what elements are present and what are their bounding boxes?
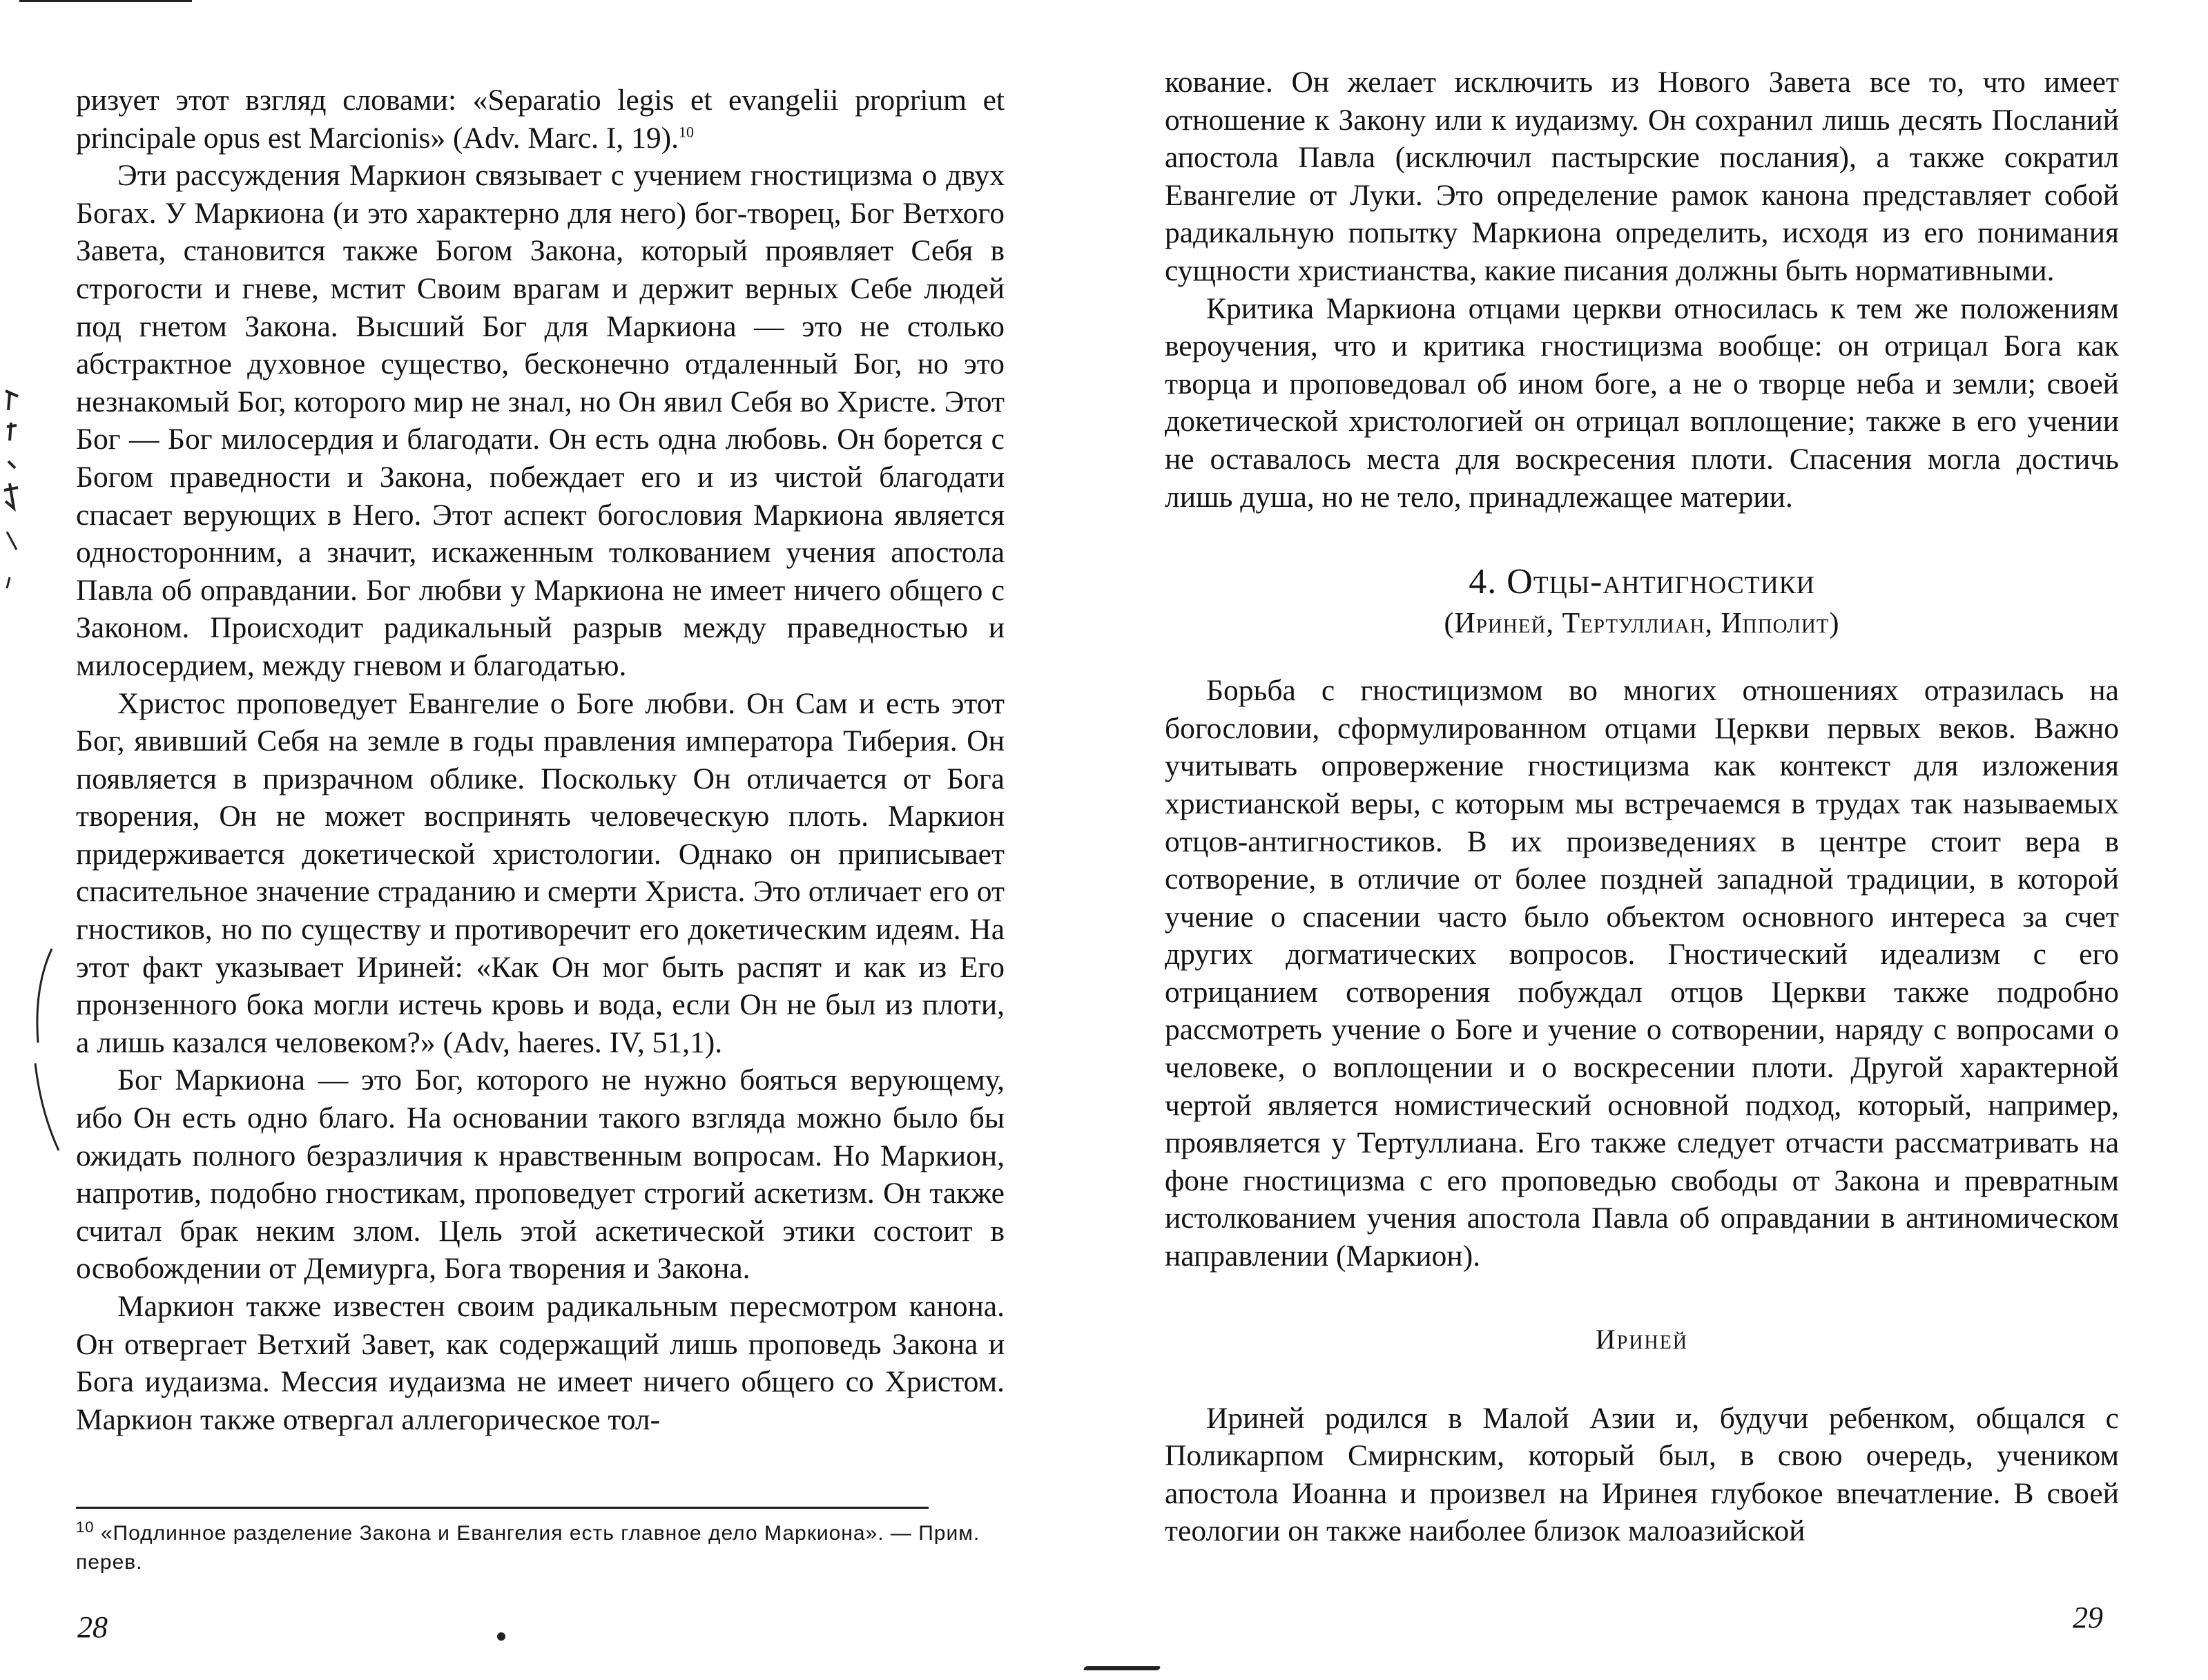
section-heading: 4. Отцы-антигностики [1469,562,1815,602]
paragraph: Борьба с гностицизмом во многих отношениях отразилась на богословии, сформулированном отцами Церкви первых веков. Важно учитывать опровержение гностицизма как контекст для изложения христианской веры, с которым мы встречаемся в трудах так называемых отцов-антигностиков. В их произведениях в центре стоит вера в сотворение, в отличие от более поздней западной традиции, в которой учение о спасении часто было объектом основного интереса за счет других догматических вопросов. Гностический идеализм с его отрицанием сотворения побуждал отцов Церкви также подробно рассмотреть учение о Боге и учение о сотворении, наряду с вопросами о человеке, о воплощении и о воскресении плоти. Другой характерной чертой является номистический основной подход, который, например, проявляется у Тертуллиана. Его также следует отчасти рассматривать на фоне гностицизма с его проповедью свободы от Закона и превратным истолкованием учения апостола Павла об оправдании в антиномическом направлении (Маркион). [1165,674,2119,1273]
paragraph: Христос проповедует Евангелие о Боге любви. Он Сам и есть этот Бог, явивший Себя на земле в годы правления императора Тиберия. Он появляется в призрачном облике. Поскольку Он отличается от Бога творения, Он не может воспринять человеческую плоть. Маркион придерживается докетической христологии. Однако он приписывает спасительное значение страданию и смерти Христа. Это отличает его от гностиков, но по существу и противоречит его докетическим идеям. На этот факт указывает Ириней: «Как Он мог быть распят и как из Его пронзенного бока могли истечь кровь и вода, если Он не был из плоти, а лишь казался человеком?» (Adv, haeres. IV, 51,1). [76,686,1005,1059]
paragraph: Эти рассуждения Маркион связывает с учением гностицизма о двух Богах. У Маркиона (и это характерно для него) бог-творец, Бог Ветхого Завета, становится также Богом Закона, который проявляет Себя в строгости и гневе, мстит Своим врагам и держит верных Себе людей под гнетом Закона. Высший Бог для Маркиона — это не столько абстрактное духовное существо, бесконечно отдаленный Бог, но это незнакомый Бог, которого мир не знал, но Он явил Себя во Христе. Этот Бог — Бог милосердия и благодати. Он есть одна любовь. Он борется с Богом праведности и Закона, побеждает его и из чистой благодати спасает верующих в Него. Этот аспект богословия Маркиона является односторонним, а значит, искаженным толкованием учения апостола Павла об оправдании. Бог любви у Маркиона не имеет ничего общего с Законом. Происходит радикальный разрыв между праведностью и милосердием, между гневом и благодатью. [76,159,1005,682]
left-text-column [76,81,1005,1438]
paragraph: Критика Маркиона отцами церкви относилась к тем же положениям вероучения, что и критика гностицизма вообще: он отрицал Бога как творца и проповедовал об ином боге, а не о творце неба и земли; своей докетической христологией он отрицал воплощение; также в его учении не оставалось места для воскресения плоти. Спасения могла достичь лишь душа, но не тело, принадлежащее материи. [1165,291,2119,514]
paragraph: Бог Маркиона — это Бог, которого не нужно бояться верующему, ибо Он есть одно благо. На основании такого взгляда можно было бы ожидать полного безразличия к нравственным вопросам. Но Маркион, напротив, подобно гностикам, проповедует строгий аскетизм. Он также считал брак неким злом. Цель этой аскетической этики состоит в освобождении от Демиурга, Бога творения и Закона. [76,1063,1005,1286]
top-edge-rule [19,0,192,2]
binding-mark [1083,1666,1161,1670]
paragraph [76,81,1005,157]
footnote-text: «Подлинное разделение Закона и Евангелия есть главное дело Маркиона». — Прим. перев. [76,1522,980,1574]
paragraph: кование. Он желает исключить из Нового Завета все то, что имеет отношение к Закону или к иудаизму. Он сохранил лишь десять Посланий апостола Павла (исключил пастырские послания), а также сократил Евангелие от Луки. Это определение рамок канона представляет собой радикальную попытку Маркиона определить, исходя из его понимания сущности христианства, какие писания должны быть нормативными. [1165,66,2119,287]
footnote [76,1519,1005,1577]
paragraph: Маркион также известен своим радикальным пересмотром канона. Он отвергает Ветхий Завет, как содержащий лишь проповедь Закона и Бога иудаизма. Мессия иудаизма не имеет ничего общего со Христом. Маркион также отвергал аллегорическое тол- [76,1290,1005,1436]
footnote-reference[interactable]: 10 [679,123,694,141]
paragraph-text: ризует этот взгляд словами: «Separatio legis et evangelii proprium et principale opus est Marcionis» (Adv. Marc. I, 19). [76,84,1005,155]
margin-bracket-icon [31,946,62,1153]
paragraph: Ириней родился в Малой Азии и, будучи ребенком, общался с Поликарпом Смирнским, который был, в свою очередь, учеником апостола Иоанна и произвел на Иринея глубокое впечатление. В своей теологии он также наиболее близок малоазийской [1165,1401,2119,1548]
subsection-heading: Ириней [1595,1323,1689,1355]
stray-dot [497,1632,505,1641]
right-text-column [1165,64,2119,1550]
section-subheading: (Ириней, Тертуллиан, Ипполит) [1444,608,1840,640]
right-page [1104,0,2208,1680]
footnote-divider [76,1507,929,1509]
page-number: 28 [77,1610,108,1644]
margin-scribble-icon [0,387,28,594]
footnote-number: 10 [76,1518,95,1536]
page-number: 29 [2073,1601,2103,1634]
